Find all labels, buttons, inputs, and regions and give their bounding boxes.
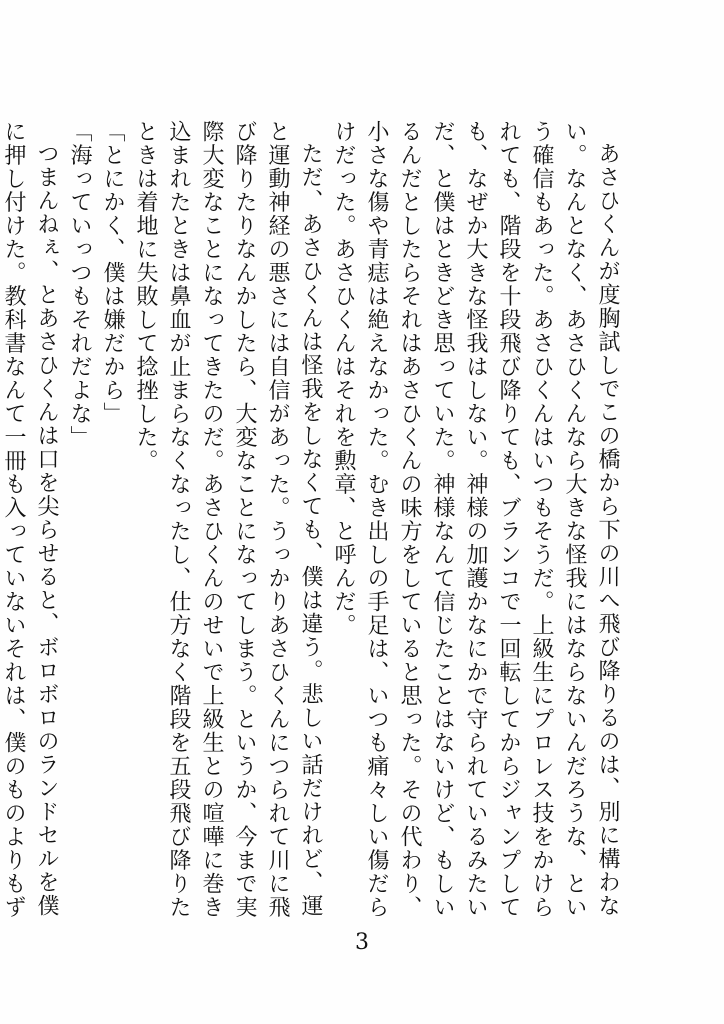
dialogue-1: 「とにかく、僕は嫌だから」 — [100, 120, 125, 426]
page-number: 3 — [355, 930, 369, 955]
paragraph-1: あさひくんが度胸試しでこの橋から下の川へ飛び降りるのは、別に構わない。なんとなく、あさひくんなら大きな怪我にはならないんだろうな、という確信もあった。あさひくんはいつもそうだ。上級生にプロレス技をかけられても、階段を十段飛び降りても、ブランコで一回転してからジャンプしても、なぜか大きな怪我はしない。神様の加護かなにかで守られているみたいだ、と僕はときどき思っていた。神様なんて信じたことはないけど、もしいるんだとしたらそれはあさひくんの味方をしていると思った。その代わり、小さな傷や青痣は絶えなかった。むき出しの手足は、いつも痛々しい傷だらけだった。あさひくんはそれを勲章、と呼んだ。 — [331, 120, 620, 919]
dialogue-2: 「海っていっつもそれだよな」 — [67, 120, 92, 449]
paragraph-3: つまんねぇ、とあさひくんは口を尖らせると、ボロボロのランドセルを僕に押し付けた。教科書なんて一冊も入っていないそれは、僕のものよりもず — [1, 120, 59, 919]
paragraph-2: ただ、あさひくんは怪我をしなくても、僕は違う。悲しい話だけれど、運と運動神経の悪さには自信があった。うっかりあさひくんにつられて川に飛び降りたりなんかしたら、大変なことになってしまう。というか、今まで実際大変なことになってきたのだ。あさひくんのせいで上級生との喧嘩に巻き込まれたときは鼻血が止まらなくなったし、仕方なく階段を五段飛び降りたときは着地に失敗して捻挫した。 — [133, 120, 323, 919]
vertical-text-block — [1, 120, 624, 920]
